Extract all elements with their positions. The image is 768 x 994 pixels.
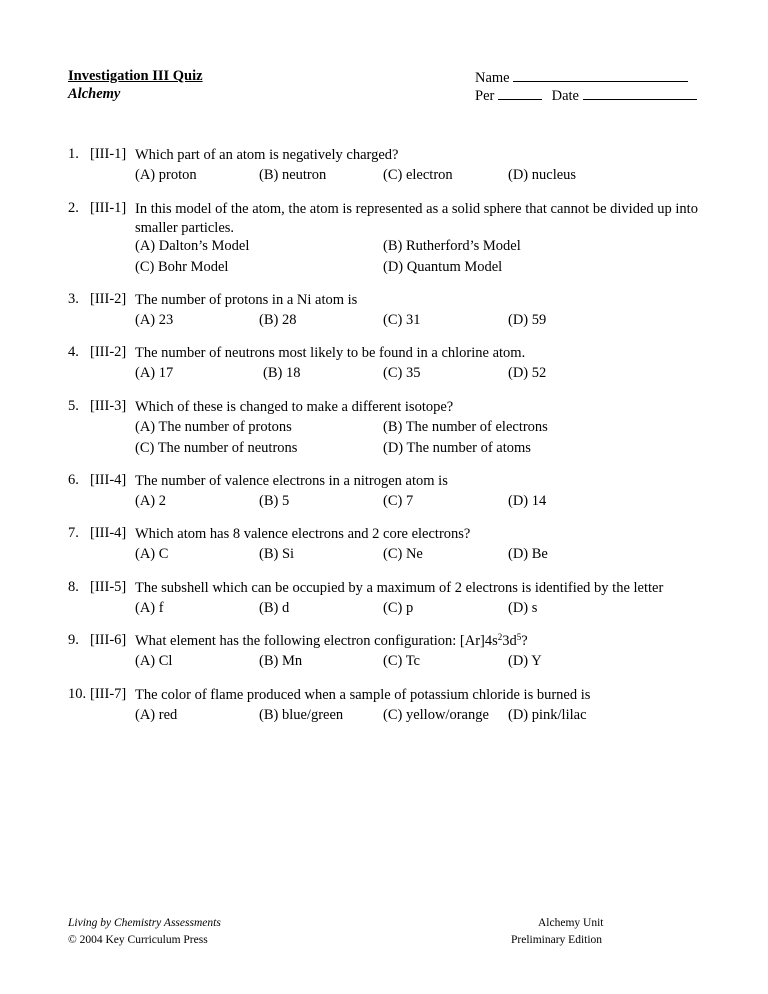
- question-text: In this model of the atom, the atom is represented as a solid sphere that cannot be divided up into smaller particles.: [135, 201, 698, 236]
- answer-choice[interactable]: (D) 59: [508, 312, 547, 328]
- per-date-row: [475, 86, 697, 105]
- answer-choice[interactable]: (A) proton: [135, 167, 197, 183]
- question-text-part: 2: [497, 632, 503, 642]
- answer-choice[interactable]: (D) s: [508, 600, 538, 616]
- answer-choice[interactable]: (B) d: [259, 600, 290, 616]
- answer-choice[interactable]: (B) 5: [259, 493, 290, 509]
- per-label: Per: [475, 88, 495, 104]
- answer-choice[interactable]: (A) 2: [135, 493, 167, 509]
- question-code: [III-2]: [90, 291, 127, 307]
- question-code: [III-2]: [90, 344, 127, 360]
- question-number: 1.: [68, 146, 79, 162]
- answer-choice[interactable]: (D) Be: [508, 546, 548, 562]
- footer-publication: Living by Chemistry Assessments: [68, 917, 221, 929]
- answer-choice[interactable]: (A) Cl: [135, 653, 173, 669]
- question-text: The number of neutrons most likely to be found in a chlorine atom.: [135, 345, 526, 361]
- question-code: [III-6]: [90, 632, 127, 648]
- question-code: [III-4]: [90, 472, 127, 488]
- question-text: The subshell which can be occupied by a maximum of 2 electrons is identified by the letter: [135, 580, 664, 596]
- answer-choice[interactable]: (C) p: [383, 600, 414, 616]
- answer-choice[interactable]: (B) blue/green: [259, 707, 344, 723]
- answer-choice[interactable]: (A) red: [135, 707, 178, 723]
- answer-choice[interactable]: (A) The number of protons: [135, 419, 292, 435]
- answer-choice[interactable]: (A) Dalton’s Model: [135, 238, 250, 254]
- question-text: Which atom has 8 valence electrons and 2 core electrons?: [135, 526, 471, 542]
- question-number: 9.: [68, 632, 79, 648]
- answer-choice[interactable]: (B) neutron: [259, 167, 327, 183]
- answer-choice[interactable]: (C) 31: [383, 312, 421, 328]
- footer-unit: Alchemy Unit: [538, 917, 604, 929]
- answer-choice[interactable]: (C) Ne: [383, 546, 423, 562]
- question-number: 8.: [68, 579, 79, 595]
- question-number: 2.: [68, 200, 79, 216]
- question-text: [135, 632, 700, 651]
- answer-choice[interactable]: (C) The number of neutrons: [135, 440, 298, 456]
- answer-choice[interactable]: (A) 17: [135, 365, 174, 381]
- answer-choice[interactable]: (D) Quantum Model: [383, 259, 503, 275]
- answer-choice[interactable]: (C) 35: [383, 365, 421, 381]
- question-text: Which part of an atom is negatively charged?: [135, 147, 399, 163]
- name-field-row: [475, 68, 688, 87]
- question-number: 6.: [68, 472, 79, 488]
- answer-choice[interactable]: (D) Y: [508, 653, 542, 669]
- quiz-subtitle: Alchemy: [68, 86, 121, 102]
- answer-choice[interactable]: (B) 28: [259, 312, 297, 328]
- question-number: 5.: [68, 398, 79, 414]
- per-blank[interactable]: [498, 86, 542, 100]
- footer-edition: Preliminary Edition: [511, 934, 603, 946]
- answer-choice[interactable]: (A) C: [135, 546, 169, 562]
- question-code: [III-1]: [90, 146, 127, 162]
- question-number: 4.: [68, 344, 79, 360]
- answer-choice[interactable]: (D) 52: [508, 365, 547, 381]
- answer-choice[interactable]: (C) electron: [383, 167, 453, 183]
- question-code: [III-7]: [90, 686, 127, 702]
- question-text-part: ?: [521, 633, 528, 649]
- question-text: The color of flame produced when a sample of potassium chloride is burned is: [135, 687, 591, 703]
- answer-choice[interactable]: (D) pink/lilac: [508, 707, 587, 723]
- answer-choice[interactable]: (C) yellow/orange: [383, 707, 489, 723]
- answer-choice[interactable]: (B) Mn: [259, 653, 303, 669]
- answer-choice[interactable]: (A) 23: [135, 312, 174, 328]
- answer-choice[interactable]: (B) Si: [259, 546, 295, 562]
- answer-choice[interactable]: (C) Bohr Model: [135, 259, 229, 275]
- question-text-part: 3d: [502, 633, 517, 649]
- answer-choice[interactable]: (D) nucleus: [508, 167, 577, 183]
- footer-copyright: © 2004 Key Curriculum Press: [68, 934, 208, 946]
- question-number: 3.: [68, 291, 79, 307]
- question-text: Which of these is changed to make a different isotope?: [135, 399, 454, 415]
- answer-choice[interactable]: (A) f: [135, 600, 164, 616]
- question-number: 10.: [68, 686, 87, 702]
- answer-choice[interactable]: (D) The number of atoms: [383, 440, 531, 456]
- question-text: The number of protons in a Ni atom is: [135, 292, 358, 308]
- date-blank[interactable]: [583, 86, 697, 100]
- question-text-part: What element has the following electron configuration: [Ar]4s: [135, 633, 498, 649]
- answer-choice[interactable]: (B) The number of electrons: [383, 419, 548, 435]
- question-text-part: 5: [516, 632, 522, 642]
- answer-choice[interactable]: (D) 14: [508, 493, 547, 509]
- answer-choice[interactable]: (C) Tc: [383, 653, 420, 669]
- answer-choice[interactable]: (B) Rutherford’s Model: [383, 238, 521, 254]
- name-label: Name: [475, 70, 510, 86]
- question-code: [III-5]: [90, 579, 127, 595]
- question-code: [III-4]: [90, 525, 127, 541]
- question-code: [III-3]: [90, 398, 127, 414]
- answer-choice[interactable]: (C) 7: [383, 493, 414, 509]
- name-blank[interactable]: [513, 68, 688, 82]
- date-label: Date: [551, 88, 579, 104]
- answer-choice[interactable]: (B) 18: [263, 365, 301, 381]
- quiz-title: Investigation III Quiz: [68, 68, 203, 84]
- question-code: [III-1]: [90, 200, 127, 216]
- question-text: The number of valence electrons in a nitrogen atom is: [135, 473, 448, 489]
- question-number: 7.: [68, 525, 79, 541]
